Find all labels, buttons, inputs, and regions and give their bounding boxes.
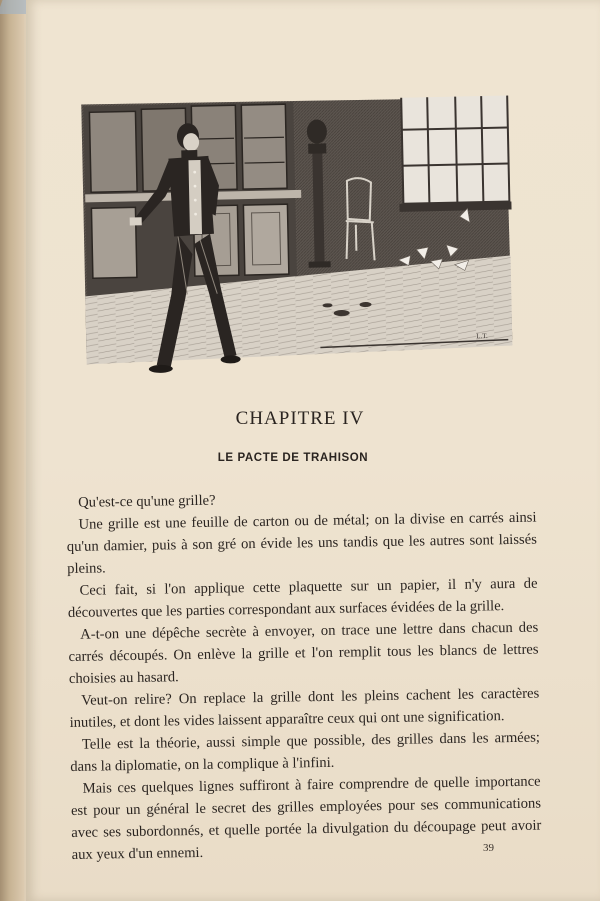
paragraph-decoding: Veut-on relire? On replace la grille dont les pleins cachent les caractères inutiles, et dont les vides laissent apparaître ceux qui ont une signification. xyxy=(69,685,540,731)
paragraph-question: Qu'est-ce qu'une grille? xyxy=(78,492,216,511)
paragraph-definition: Une grille est une feuille de carton ou de métal; on la divise en carrés ainsi qu'un damier, puis à son gré on évide les uns tandis que les autres sont laissés pleins. xyxy=(66,509,537,577)
chapter-body-text xyxy=(66,485,542,866)
paragraph-encoding: A-t-on une dépêche secrète à envoyer, on trace une lettre dans chacun des carrés découpés. On enlève la grille et l'on remplit tous les blancs de lettres choisies au hasard. xyxy=(68,619,539,687)
previous-page-edge xyxy=(0,0,24,901)
engraving-image xyxy=(75,87,517,378)
section-heading: LE PACTE DE TRAHISON xyxy=(217,452,369,464)
paragraph-application: Ceci fait, si l'on applique cette plaquette sur un papier, il n'y aura de découvertes que les parties correspondant aux surfaces évidées de la grille. xyxy=(67,575,538,621)
chapter-heading: CHAPITRE IV xyxy=(235,408,365,429)
illustrator-signature: L.T. xyxy=(476,332,488,341)
paragraph-importance: Mais ces quelques lignes suffiront à faire comprendre de quelle importance est pour un général le secret des grilles employées pour ses communications avec ses subordonnés, et quelle portée la divulgation du découpage peut avoir aux yeux d'un ennemi. xyxy=(70,773,542,863)
paragraph-theory: Telle est la théorie, aussi simple que possible, des grilles dans les armées; dans la diplomatie, on la complique à l'infini. xyxy=(70,729,541,775)
page-number: 39 xyxy=(483,842,494,854)
chapter-illustration xyxy=(75,87,517,378)
